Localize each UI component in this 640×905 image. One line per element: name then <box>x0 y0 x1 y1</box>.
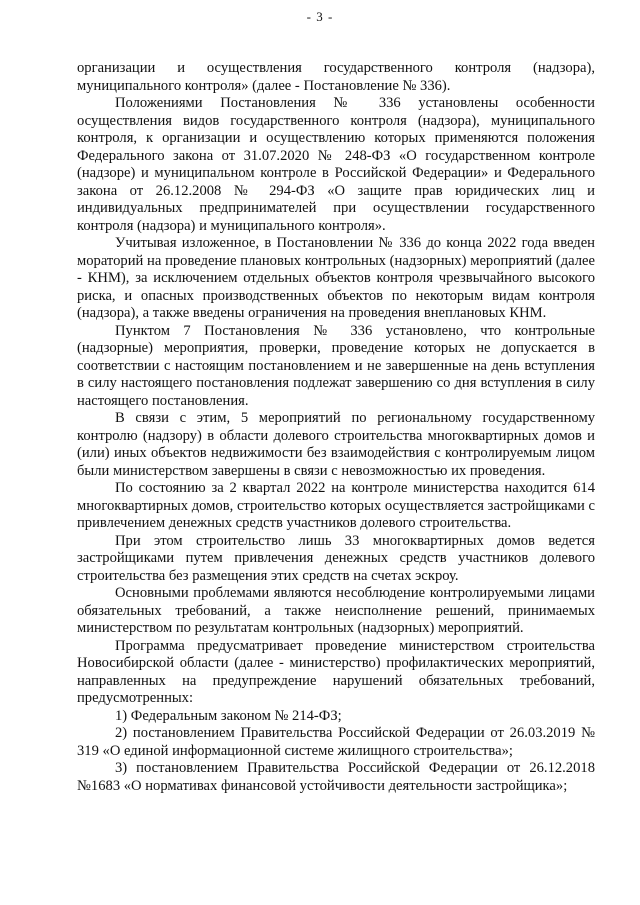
list-item: 1) Федеральным законом № 214-ФЗ; <box>115 707 342 724</box>
list-item: 3) постановлением Правительства Российской Федерации от 26.12.2018 №1683 «О нормативах финансовой устойчивости деятельности застройщика»; <box>77 760 595 794</box>
paragraph: Основными проблемами являются несоблюдение контролируемыми лицами обязательных требований, а также неисполнение решений, принимаемых министерством по результатам контрольных (надзорных) мероприятий. <box>77 585 595 636</box>
page-number: - 3 - <box>306 9 334 24</box>
list-item: 2) постановлением Правительства Российской Федерации от 26.03.2019 № 319 «О единой информационной системе жилищного строительства»; <box>77 725 595 759</box>
paragraph: Программа предусматривает проведение министерством строительства Новосибирской области (далее - министерство) профилактических мероприятий, направленных на предупреждение нарушений обязательных требований, предусмотренных: <box>77 637 595 706</box>
paragraph: организации и осуществления государственного контроля (надзора), муниципального контроля» (далее - Постановление № 336). <box>77 60 595 94</box>
paragraph: Пунктом 7 Постановления № 336 установлено, что контрольные (надзорные) мероприятия, проверки, проведение которых не допускается в соответствии с настоящим постановлением и не завершенные на день вступления в силу настоящего постановления подлежат завершению со дня вступления в силу настоящего постановления. <box>77 322 595 409</box>
paragraph: При этом строительство лишь 33 многоквартирных домов ведется застройщиками путем привлечения денежных средств участников долевого строительства без размещения этих средств на счетах эскроу. <box>77 532 595 584</box>
document-body <box>77 60 595 795</box>
paragraph: По состоянию за 2 квартал 2022 на контроле министерства находится 614 многоквартирных домов, строительство которых осуществляется застройщиками с привлечением денежных средств участников долевого строительства. <box>77 480 595 531</box>
paragraph: Учитывая изложенное, в Постановлении № 336 до конца 2022 года введен мораторий на проведение плановых контрольных (надзорных) мероприятий (далее - КНМ), за исключением отдельных объектов контроля чрезвычайного высокого риска, и опасных производственных объектов по некоторым видам контроля (надзора), а также введены ограничения на проведения внеплановых КНМ. <box>77 235 595 321</box>
paragraph: Положениями Постановления № 336 установлены особенности осуществления видов государственного контроля (надзора), муниципального контроля, к организации и осуществлению которых применяются положения Федерального закона от 31.07.2020 № 248-ФЗ «О государственном контроле (надзоре) и муниципальном контроле в Российской Федерации» и Федерального закона от 26.12.2008 № 294-ФЗ «О защите прав юридических лиц и индивидуальных предпринимателей при осуществлении государственного контроля (надзора) и муниципального контроля». <box>77 95 595 234</box>
paragraph: В связи с этим, 5 мероприятий по региональному государственному контролю (надзору) в области долевого строительства многоквартирных домов и (или) иных объектов недвижимости без взаимодействия с контролируемым лицом были министерством завершены в связи с невозможностью их проведения. <box>77 410 595 479</box>
